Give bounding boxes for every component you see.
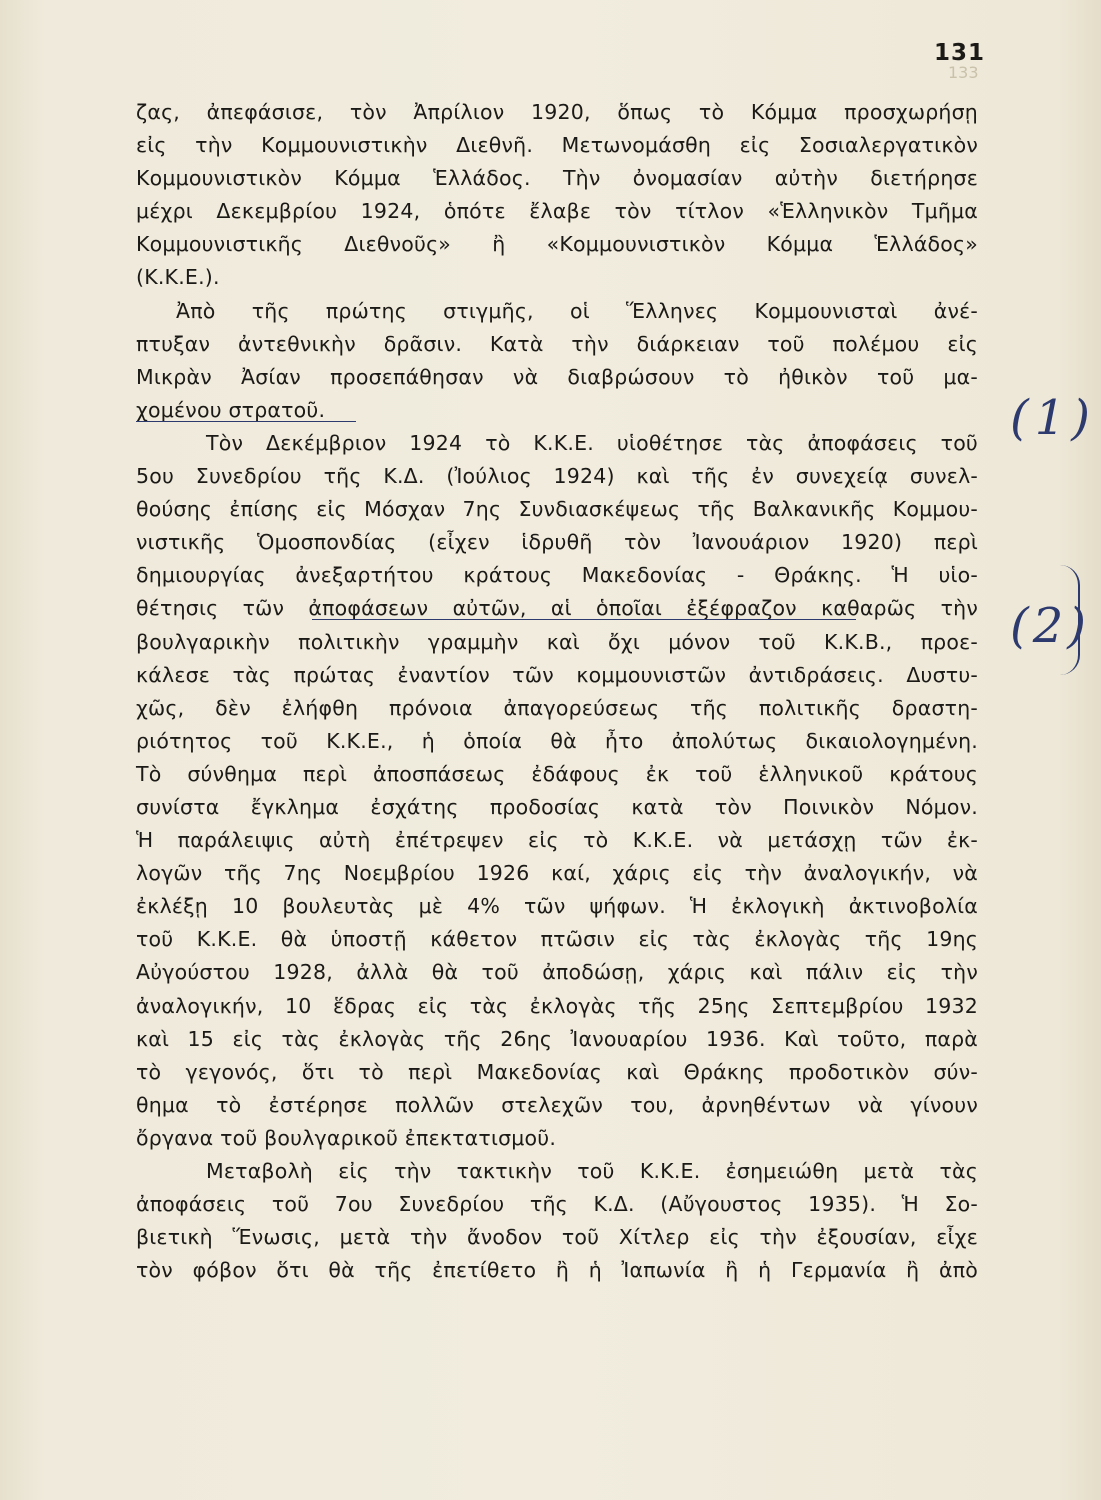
text-line: ἀποφάσεις τοῦ 7ου Συνεδρίου τῆς Κ.Δ. (Αὔγουστος 1935). Ἡ Σο- [136,1192,978,1217]
text-line: τὸν φόβον ὅτι θὰ τῆς ἐπετίθετο ἢ ἡ Ἰαπωνία ἢ ἡ Γερμανία ἢ ἀπὸ [136,1258,978,1283]
text-line: Ἡ παράλειψις αὐτὴ ἐπέτρεψεν εἰς τὸ Κ.Κ.Ε. νὰ μετάσχῃ τῶν ἐκ- [136,828,978,853]
text-line: καὶ 15 εἰς τὰς ἐκλογὰς τῆς 26ης Ἰανουαρίου 1936. Καὶ τοῦτο, παρὰ [136,1026,978,1051]
text-line: πτυξαν ἀντεθνικὴν δρᾶσιν. Κατὰ τὴν διάρκειαν τοῦ πολέμου εἰς [136,331,978,356]
margin-note-2: (2) [1010,598,1090,654]
text-line: τὸ γεγονός, ὅτι τὸ περὶ Μακεδονίας καὶ Θράκης προδοτικὸν σύν- [136,1059,978,1084]
paragraph-first-line: Μεταβολὴ εἰς τὴν τακτικὴν τοῦ Κ.Κ.Ε. ἐσημειώθη μετὰ τὰς [206,1159,978,1183]
page-number: 131 [934,40,986,66]
text-line: (Κ.Κ.Ε.). [136,265,220,290]
text-line: θημα τὸ ἐστέρησε πολλῶν στελεχῶν του, ἀρνηθέντων νὰ γίνουν [136,1092,978,1117]
text-line: Τὸ σύνθημα περὶ ἀποσπάσεως ἐδάφους ἐκ τοῦ ἑλληνικοῦ κράτους [136,761,978,786]
text-line: 5ου Συνεδρίου τῆς Κ.Δ. (Ἰούλιος 1924) καὶ τῆς ἐν συνεχείᾳ συνελ- [136,464,978,489]
text-line: Κομμουνιστικὸν Κόμμα Ἑλλάδος. Τὴν ὀνομασίαν αὐτὴν διετήρησε [136,166,978,191]
body-text [136,96,978,1287]
paragraph-first-line: Ἀπὸ τῆς πρώτης στιγμῆς, οἱ Ἕλληνες Κομμουνισταὶ ἀνέ- [176,298,978,323]
text-line: χῶς, δὲν ἐλήφθη πρόνοια ἀπαγορεύσεως τῆς πολιτικῆς δραστη- [136,695,978,720]
text-line: κάλεσε τὰς πρώτας ἐναντίον τῶν κομμουνιστῶν ἀντιδράσεις. Δυστυ- [136,662,978,687]
text-line: δημιουργίας ἀνεξαρτήτου κράτους Μακεδονίας - Θράκης. Ἡ υἱο- [136,563,978,588]
text-line: τοῦ Κ.Κ.Ε. θὰ ὑποστῇ κάθετον πτῶσιν εἰς τὰς ἐκλογὰς τῆς 19ης [136,927,978,952]
text-line: μέχρι Δεκεμβρίου 1924, ὁπότε ἔλαβε τὸν τίτλον «Ἑλληνικὸν Τμῆμα [136,199,978,224]
text-line: βιετικὴ Ἕνωσις, μετὰ τὴν ἄνοδον τοῦ Χίτλερ εἰς τὴν ἐξουσίαν, εἶχε [136,1225,978,1250]
text-line: συνίστα ἔγκλημα ἐσχάτης προδοσίας κατὰ τὸν Ποινικὸν Νόμον. [136,794,978,819]
text-line: ἐκλέξῃ 10 βουλευτὰς μὲ 4% τῶν ψήφων. Ἡ ἐκλογικὴ ἀκτινοβολία [136,894,978,919]
text-line: βουλγαρικὴν πολιτικὴν γραμμὴν καὶ ὄχι μόνον τοῦ Κ.Κ.Β., προε- [136,629,978,654]
text-line: Κομμουνιστικῆς Διεθνοῦς» ἢ «Κομμουνιστικὸν Κόμμα Ἑλλάδος» [136,232,978,257]
text-line: θέτησις τῶν ἀποφάσεων αὐτῶν, αἱ ὁποῖαι ἐξέφραζον καθαρῶς τὴν [136,596,978,621]
margin-note-1: (1) [1010,390,1096,446]
text-line: εἰς τὴν Κομμουνιστικὴν Διεθνῆ. Μετωνομάσθη εἰς Σοσιαλεργατικὸν [136,133,978,158]
handwritten-bracket [1060,565,1080,675]
text-line: νιστικῆς Ὁμοσπονδίας (εἶχεν ἱδρυθῆ τὸν Ἰανουάριον 1920) περὶ [136,530,978,555]
text-line: θούσης ἐπίσης εἰς Μόσχαν 7ης Συνδιασκέψεως τῆς Βαλκανικῆς Κομμου- [136,497,978,522]
text-line: Μικρὰν Ἀσίαν προσεπάθησαν νὰ διαβρώσουν τὸ ἠθικὸν τοῦ μα- [136,364,978,389]
text-line: ἀναλογικήν, 10 ἕδρας εἰς τὰς ἐκλογὰς τῆς 25ης Σεπτεμβρίου 1932 [136,993,978,1018]
text-line: λογῶν τῆς 7ης Νοεμβρίου 1926 καί, χάρις εἰς τὴν ἀναλογικήν, νὰ [136,861,978,886]
bleed-through-page-number: 133 [948,63,979,82]
text-line: χομένου στρατοῦ. [136,397,326,422]
text-line: ριότητος τοῦ Κ.Κ.Ε., ἡ ὁποία θὰ ἦτο ἀπολύτως δικαιολογημένη. [136,728,978,753]
paragraph-first-line: Τὸν Δεκέμβριον 1924 τὸ Κ.Κ.Ε. υἱοθέτησε τὰς ἀποφάσεις τοῦ [206,430,978,455]
text-line: ζας, ἀπεφάσισε, τὸν Ἀπρίλιον 1920, ὅπως τὸ Κόμμα προσχωρήσῃ [136,100,978,124]
text-line: Αὐγούστου 1928, ἀλλὰ θὰ τοῦ ἀποδώσῃ, χάρις καὶ πάλιν εἰς τὴν [136,960,978,985]
text-line: ὄργανα τοῦ βουλγαρικοῦ ἐπεκτατισμοῦ. [136,1125,557,1150]
handwritten-underline [312,619,856,620]
handwritten-underline [136,421,356,422]
